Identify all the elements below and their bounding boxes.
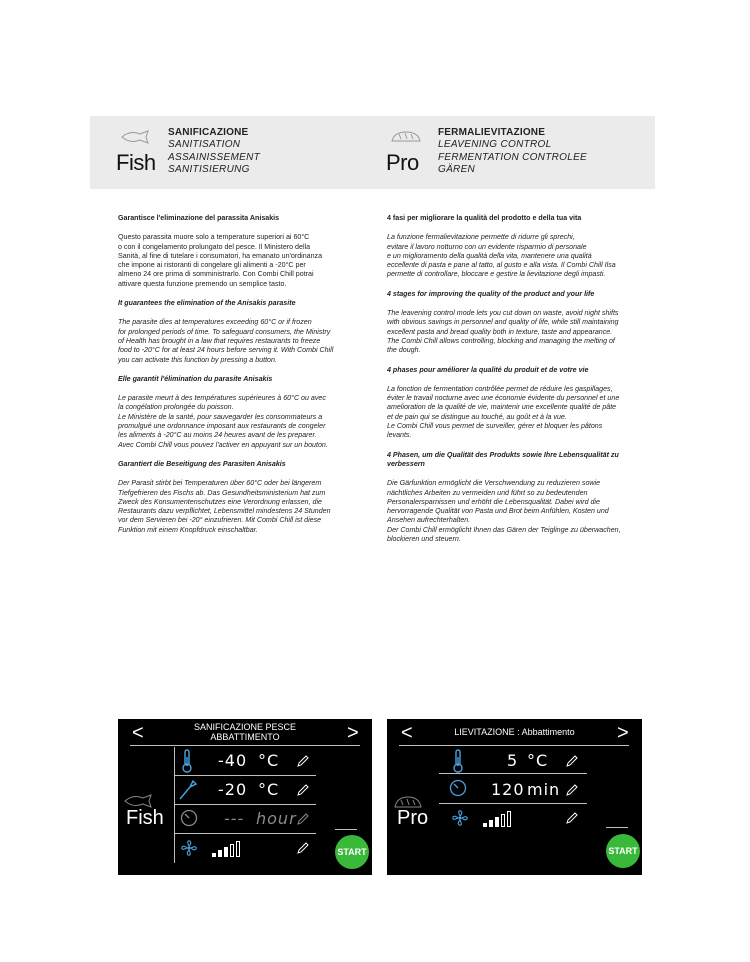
divider [174, 833, 316, 834]
brand-label: Pro [397, 807, 429, 829]
divider [174, 775, 316, 776]
fan-icon [180, 839, 198, 862]
divider [335, 829, 357, 830]
heading-fr: 4 phases pour améliorer la qualité du produit et de votre vie [387, 365, 589, 374]
logo-word: Pro [386, 150, 419, 175]
right-text-column [387, 214, 657, 554]
heading-en: It guarantees the elimination of the Anisakis parasite [118, 299, 296, 308]
divider [174, 804, 316, 805]
bread-icon [390, 130, 422, 144]
section-translation: GÄREN [438, 164, 476, 175]
paragraph-en: The leavening control mode lets you cut down on waste, avoid night shifts with obvious savings in personnel and quality of life, while still maintaining excellent pasta and bread quality both in texture, taste and appearance. The Combi Chill allows controlling, blocking and managing the melting of the dough. [387, 309, 619, 355]
section-translation: SANITISATION [168, 139, 241, 150]
paragraph-it: La funzione fermalievitazione permette di ridurre gli sprechi, evitare il lavoro notturno con un evidente risparmio di personale e un miglioramento della qualità della vita, mantenere una qualità eccellente di pasta e pane al tatto, al gusto e alla vista. Il Combi Chill Ilsa permette di controllare, bloccare e gestire la lievitazione degli impasti. [387, 233, 616, 279]
paragraph-de: Der Parasit stirbt bei Temperaturen über 60°C oder bei längerem Tiefgefrieren des Fischs ab. Das Gesundheitsministerium hat zum Zweck des Konsumentenschutzes eine Verordnung erlassen, die Restaurants dazu verpflichtet, Lebensmittel mindestens 24 Stunden vor dem Servieren bei -20° einzufrieren. Mit Combi Chill ist diese Funktion mit einem Knopfdruck einschaltbar. [118, 479, 331, 534]
fan-icon [451, 809, 469, 832]
edit-pencil-icon[interactable] [296, 754, 310, 773]
fan-speed-level[interactable] [212, 841, 240, 857]
time-unit: min [527, 780, 561, 799]
screen-title [118, 722, 372, 742]
temperature-value[interactable]: -40 [218, 751, 248, 770]
divider [439, 803, 587, 804]
pro-logo [386, 130, 430, 176]
prev-button[interactable]: < [401, 722, 413, 744]
time-value[interactable]: 120 [491, 780, 525, 799]
section-title: SANIFICAZIONE [168, 127, 249, 138]
heading-en: 4 stages for improving the quality of the product and your life [387, 289, 595, 298]
paragraph-fr: La fonction de fermentation contrôlée permet de réduire les gaspillages, éviter le travail nocturne avec une économie évidente du personnel et une amelioration de la qualité de vie, maintenir une excellente qualité de pâte et de pain qui se distingue au touché, au goût et à la vue. Le Combi Chill vous permet de surveiller, gérer et bloquer les pâtons levants. [387, 384, 620, 440]
paragraph-de: Die Gärfunktion ermöglicht die Verschwendung zu reduzieren sowie nächtliches Arbeiten zu vermeiden und führt so zu bedeutenden Personalersparnissen und erhöht die Lebensqualität. Dabei wird die hervorragende Qualität von Pasta und Brot beim Anfühlen, Kosten und Ansehen aufrechterhalten. Der Combi Chill ermöglicht Ihnen das Gären der Teiglinge zu überwachen, blockieren und steuern. [387, 479, 621, 544]
timer-icon [449, 779, 467, 802]
logo-word: Fish [116, 150, 156, 175]
probe-temperature-unit: °C [258, 780, 280, 799]
fan-speed-level[interactable] [483, 811, 511, 827]
divider [130, 745, 360, 746]
divider [399, 745, 629, 746]
temperature-value[interactable]: 5 [507, 751, 519, 770]
next-button[interactable]: > [617, 722, 629, 744]
start-button[interactable]: START [606, 834, 640, 868]
heading-de: Garantiert die Beseitigung des Parasiten Anisakis [118, 459, 286, 468]
probe-temperature-value[interactable]: -20 [218, 780, 248, 799]
edit-pencil-icon[interactable] [296, 783, 310, 802]
divider [174, 747, 175, 863]
divider [606, 827, 628, 828]
edit-pencil-icon[interactable] [296, 812, 310, 831]
section-translation: ASSAINISSEMENT [168, 151, 260, 163]
divider [439, 773, 587, 774]
paragraph-en: The parasite dies at temperatures exceeding 60°C or if frozen for prolonged periods of time. To safeguard consumers, the Ministry of Health has brought in a law that requires restaurants to freeze food to -20°C for at least 24 hours before serving it. With Combi Chill you can activate this function by pressing a button. [118, 318, 334, 364]
heading-it: 4 fasi per migliorare la qualità del prodotto e della tua vita [387, 214, 582, 222]
prev-button[interactable]: < [132, 722, 144, 744]
heading-it: Garantisce l'eliminazione del parassita Anisakis [118, 214, 280, 222]
edit-pencil-icon[interactable] [565, 783, 579, 802]
time-unit: hour [256, 809, 297, 828]
paragraph-fr: Le parasite meurt à des températures supérieures à 60°C ou avec la congélation prolongée du poisson. Le Ministère de la santé, pour sauvegarder les consommateurs a promulgué une ordonnance imposant aux restaurants de congeler les aliments à -20°C au moins 24 heures avant de les preparer. Avec Combi Chill vous pouvez l'activer en appuyant sur un bouton. [118, 394, 328, 449]
section-translation: FERMENTATION CONTROLEE [438, 151, 588, 163]
screen-leavening [387, 719, 642, 875]
probe-icon [178, 779, 198, 806]
screen-title: LIEVITAZIONE : Abbattimento [454, 727, 575, 737]
edit-pencil-icon[interactable] [565, 811, 579, 830]
screen-fish-sanification [118, 719, 372, 875]
header-band [90, 116, 655, 189]
thermometer-icon [180, 749, 194, 778]
fish-logo [116, 130, 160, 176]
paragraph-it: Questo parassita muore solo a temperature superiori ai 60°C o con il congelamento prolungato del pesce. Il Ministero della Sanità, al fine di tutelare i consumatori, ha emanato un'ordinanza che impone ai ristoranti di congelare gli alimenti a -20°C per almeno 24 ore prima di somministrarlo. Con Combi Chill potrai attivare questa funzione premendo un semplice tasto. [118, 233, 323, 288]
heading-fr: Elle garantit l'élimination du parasite Anisakis [118, 374, 273, 383]
screen-title-line: ABBATTIMENTO [210, 732, 280, 742]
heading-de: 4 Phasen, um die Qualität des Produkts sowie Ihre Lebensqualität zu verbessern [387, 450, 619, 468]
fish-icon [120, 130, 150, 144]
screen-title-line: SANIFICAZIONE PESCE [193, 722, 297, 732]
section-title: FERMALIEVITAZIONE [438, 127, 546, 138]
time-value[interactable]: --- [224, 809, 245, 828]
left-text-column [118, 214, 383, 545]
section-translation: SANITISIERUNG [168, 164, 250, 175]
edit-pencil-icon[interactable] [565, 754, 579, 773]
brand-label: Fish [126, 807, 164, 829]
next-button[interactable]: > [347, 722, 359, 744]
start-button[interactable]: START [335, 835, 369, 869]
temperature-unit: °C [527, 751, 549, 770]
temperature-unit: °C [258, 751, 280, 770]
section-translation: LEAVENING CONTROL [438, 139, 552, 150]
timer-icon [180, 809, 198, 832]
edit-pencil-icon[interactable] [296, 841, 310, 860]
